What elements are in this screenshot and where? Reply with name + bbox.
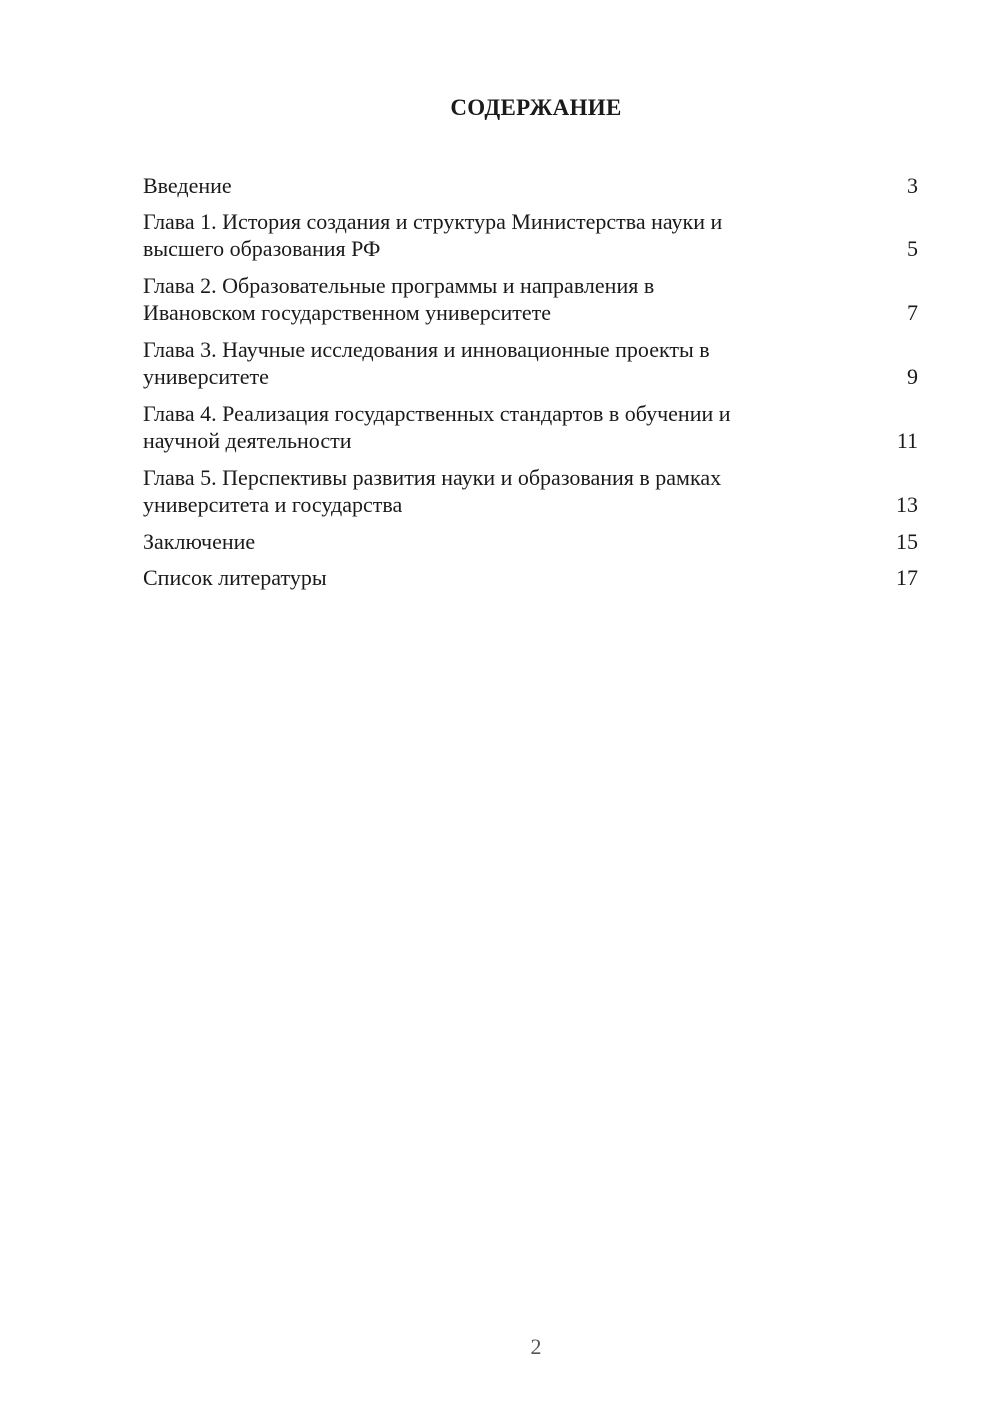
toc-entry-text: Список литературы [143,565,327,590]
toc-entry-text: Глава 2. Образовательные программы и направления в Ивановском государственном университете [143,273,655,325]
toc-entry-chapter-4 [143,400,918,454]
toc-entry-conclusion [143,528,918,555]
toc-entry-page: 7 [907,300,918,325]
toc-entry-text: Заключение [143,529,256,554]
toc-entry-page: 11 [896,428,918,453]
toc-entry-introduction [143,172,918,199]
toc-entry-page: 9 [907,364,918,389]
toc-entry-text: Глава 4. Реализация государственных стандартов в обучении и научной деятельности [143,401,731,453]
toc-entry-page: 3 [907,173,918,198]
toc-entry-references [143,564,918,591]
toc-entry-chapter-3 [143,336,918,390]
table-of-contents [143,172,918,600]
page-number: 2 [530,1334,542,1359]
toc-entry-page: 15 [896,529,918,554]
page-title: СОДЕРЖАНИЕ [450,95,622,120]
toc-entry-text: Глава 5. Перспективы развития науки и образования в рамках университета и государства [143,465,722,517]
toc-entry-chapter-2 [143,272,918,326]
toc-entry-text: Глава 3. Научные исследования и инновационные проекты в университете [143,337,710,389]
toc-entry-chapter-1 [143,208,918,262]
toc-entry-page: 17 [896,565,918,590]
toc-entry-page: 13 [896,492,918,517]
toc-entry-text: Введение [143,173,232,198]
toc-entry-text: Глава 1. История создания и структура Министерства науки и высшего образования РФ [143,209,723,261]
toc-entry-page: 5 [907,236,918,261]
toc-entry-chapter-5 [143,464,918,518]
